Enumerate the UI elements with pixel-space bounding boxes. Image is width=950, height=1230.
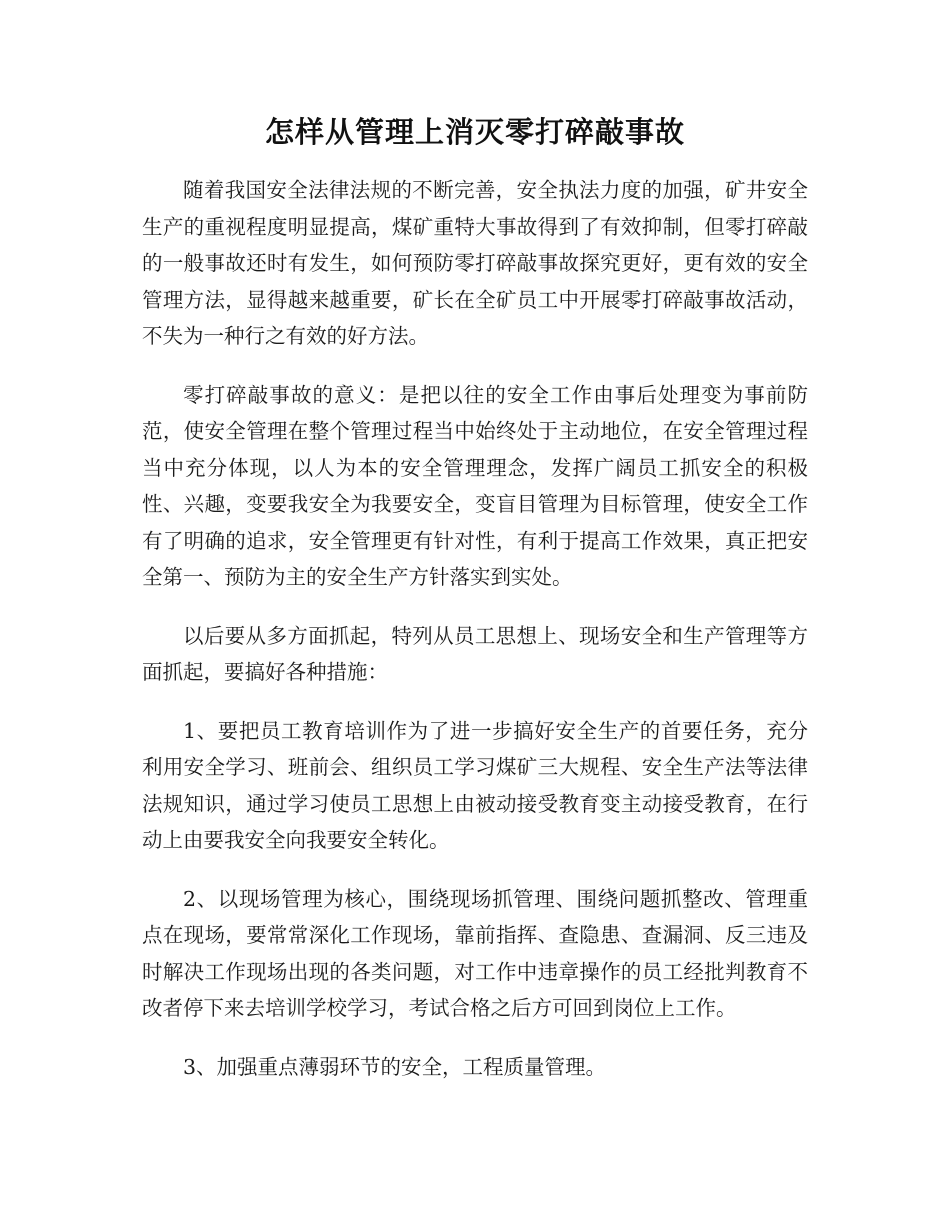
paragraph-measure-2: 2、以现场管理为核心，围绕现场抓管理、围绕问题抓整改、管理重点在现场，要常常深化工作现场，靠前指挥、查隐患、查漏洞、反三违及时解决工作现场出现的各类问题，对工作中违章操作的员工经批判教育不改者停下来去培训学校学习，考试合格之后方可回到岗位上工作。 (142, 886, 808, 1020)
paragraph-measure-3: 3、加强重点薄弱环节的安全，工程质量管理。 (183, 1054, 607, 1079)
paragraph-intro: 随着我国安全法律法规的不断完善，安全执法力度的加强，矿井安全生产的重视程度明显提高，煤矿重特大事故得到了有效抑制，但零打碎敲的一般事故还时有发生，如何预防零打碎敲事故探究更好，更有效的安全管理方法，显得越来越重要，矿长在全矿员工中开展零打碎敲事故活动，不失为一种行之有效的好方法。 (142, 178, 808, 348)
paragraph-significance: 零打碎敲事故的意义：是把以往的安全工作由事后处理变为事前防范，使安全管理在整个管理过程当中始终处于主动地位，在安全管理过程当中充分体现，以人为本的安全管理理念，发挥广阔员工抓安全的积极性、兴趣，变要我安全为我要安全，变盲目管理为目标管理，使安全工作有了明确的追求，安全管理更有针对性，有利于提高工作效果，真正把安全第一、预防为主的安全生产方针落实到实处。 (142, 382, 808, 589)
document-title: 怎样从管理上消灭零打碎敲事故 (264, 115, 685, 149)
paragraph-measures-intro: 以后要从多方面抓起，特列从员工思想上、现场安全和生产管理等方面抓起，要搞好各种措施： (142, 623, 808, 684)
paragraph-measure-1: 1、要把员工教育培训作为了进一步搞好安全生产的首要任务，充分利用安全学习、班前会、组织员工学习煤矿三大规程、安全生产法等法律法规知识，通过学习使员工思想上由被动接受教育变主动接受教育，在行动上由要我安全向我要安全转化。 (142, 718, 808, 852)
document-page (142, 112, 808, 1107)
